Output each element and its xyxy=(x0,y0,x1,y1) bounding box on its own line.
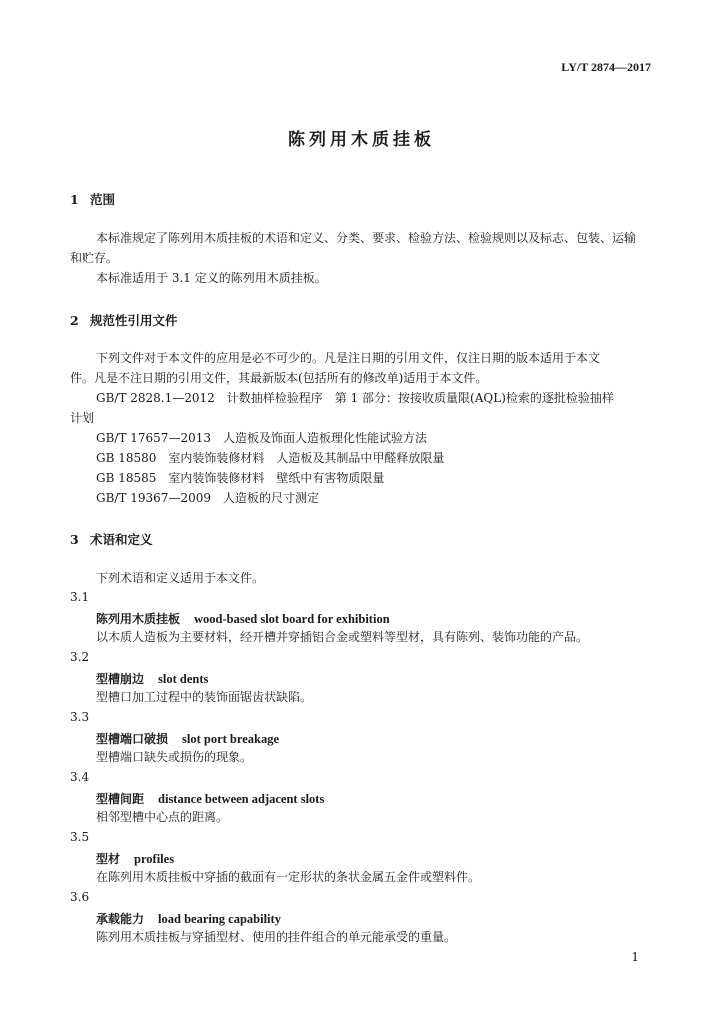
term-name xyxy=(96,910,281,927)
term-zh: 型材 xyxy=(96,852,121,866)
paragraph: 件。凡是不注日期的引用文件，其最新版本(包括所有的修改单)适用于本文件。 xyxy=(70,371,488,385)
section-title: 规范性引用文件 xyxy=(90,313,178,328)
term-definition: 相邻型槽中心点的距离。 xyxy=(96,810,229,824)
reference-item: GB 18580 室内装饰装修材料 人造板及其制品中甲醛释放限量 xyxy=(96,451,445,465)
section-heading-terms xyxy=(70,530,153,548)
reference-item: GB 18585 室内装饰装修材料 壁纸中有害物质限量 xyxy=(96,471,385,485)
term-definition: 以木质人造板为主要材料，经开槽并穿插铝合金或塑料等型材，具有陈列、装饰功能的产品。 xyxy=(96,630,589,644)
section-number: 2 xyxy=(70,313,79,328)
section-number: 3 xyxy=(70,532,79,547)
section-number: 1 xyxy=(70,192,79,207)
term-definition: 在陈列用木质挂板中穿插的截面有一定形状的条状金属五金件或塑料件。 xyxy=(96,870,481,884)
term-zh: 承载能力 xyxy=(96,912,145,926)
term-zh: 型槽端口破损 xyxy=(96,732,169,746)
term-en: load bearing capability xyxy=(158,912,281,926)
paragraph: 本标准规定了陈列用木质挂板的术语和定义、分类、要求、检验方法、检验规则以及标志、包装、运输 xyxy=(96,231,637,245)
section-title: 术语和定义 xyxy=(90,532,153,547)
term-en: profiles xyxy=(134,852,175,866)
term-number: 3.2 xyxy=(70,650,90,664)
term-name xyxy=(96,790,324,807)
section-heading-scope xyxy=(70,190,115,208)
paragraph: 和贮存。 xyxy=(70,251,119,265)
term-number: 3.6 xyxy=(70,890,90,904)
term-name xyxy=(96,670,208,687)
reference-item: GB/T 19367—2009 人造板的尺寸测定 xyxy=(96,491,319,505)
term-zh: 型槽崩边 xyxy=(96,672,145,686)
term-number: 3.4 xyxy=(70,770,90,784)
standard-code: LY/T 2874—2017 xyxy=(561,60,651,74)
section-heading-normative-references xyxy=(70,311,178,329)
term-en: slot port breakage xyxy=(182,732,280,746)
term-definition: 型槽口加工过程中的装饰面锯齿状缺陷。 xyxy=(96,690,313,704)
reference-item: GB/T 2828.1—2012 计数抽样检验程序 第 1 部分：按接收质量限(AQL)检索的逐批检验抽样 xyxy=(96,391,614,405)
term-definition: 型槽端口缺失或损伤的现象。 xyxy=(96,750,253,764)
term-en: slot dents xyxy=(158,672,209,686)
term-name xyxy=(96,730,279,747)
document-title: 陈列用木质挂板 xyxy=(288,130,435,150)
term-name xyxy=(96,850,174,867)
term-zh: 陈列用木质挂板 xyxy=(96,612,181,626)
term-zh: 型槽间距 xyxy=(96,792,145,806)
term-en: distance between adjacent slots xyxy=(158,792,325,806)
term-definition: 陈列用木质挂板与穿插型材、使用的挂件组合的单元能承受的重量。 xyxy=(96,930,457,944)
paragraph: 本标准适用于 3.1 定义的陈列用木质挂板。 xyxy=(96,271,327,285)
term-number: 3.5 xyxy=(70,830,90,844)
section-title: 范围 xyxy=(90,192,116,207)
term-name xyxy=(96,610,390,627)
term-en: wood-based slot board for exhibition xyxy=(194,612,390,626)
reference-item-continued: 计划 xyxy=(70,411,95,425)
term-number: 3.3 xyxy=(70,710,90,724)
page-number: 1 xyxy=(631,950,639,964)
reference-item: GB/T 17657—2013 人造板及饰面人造板理化性能试验方法 xyxy=(96,431,427,445)
term-number: 3.1 xyxy=(70,590,90,604)
paragraph: 下列文件对于本文件的应用是必不可少的。凡是注日期的引用文件，仅注日期的版本适用于本文 xyxy=(96,351,601,365)
paragraph: 下列术语和定义适用于本文件。 xyxy=(96,571,265,585)
